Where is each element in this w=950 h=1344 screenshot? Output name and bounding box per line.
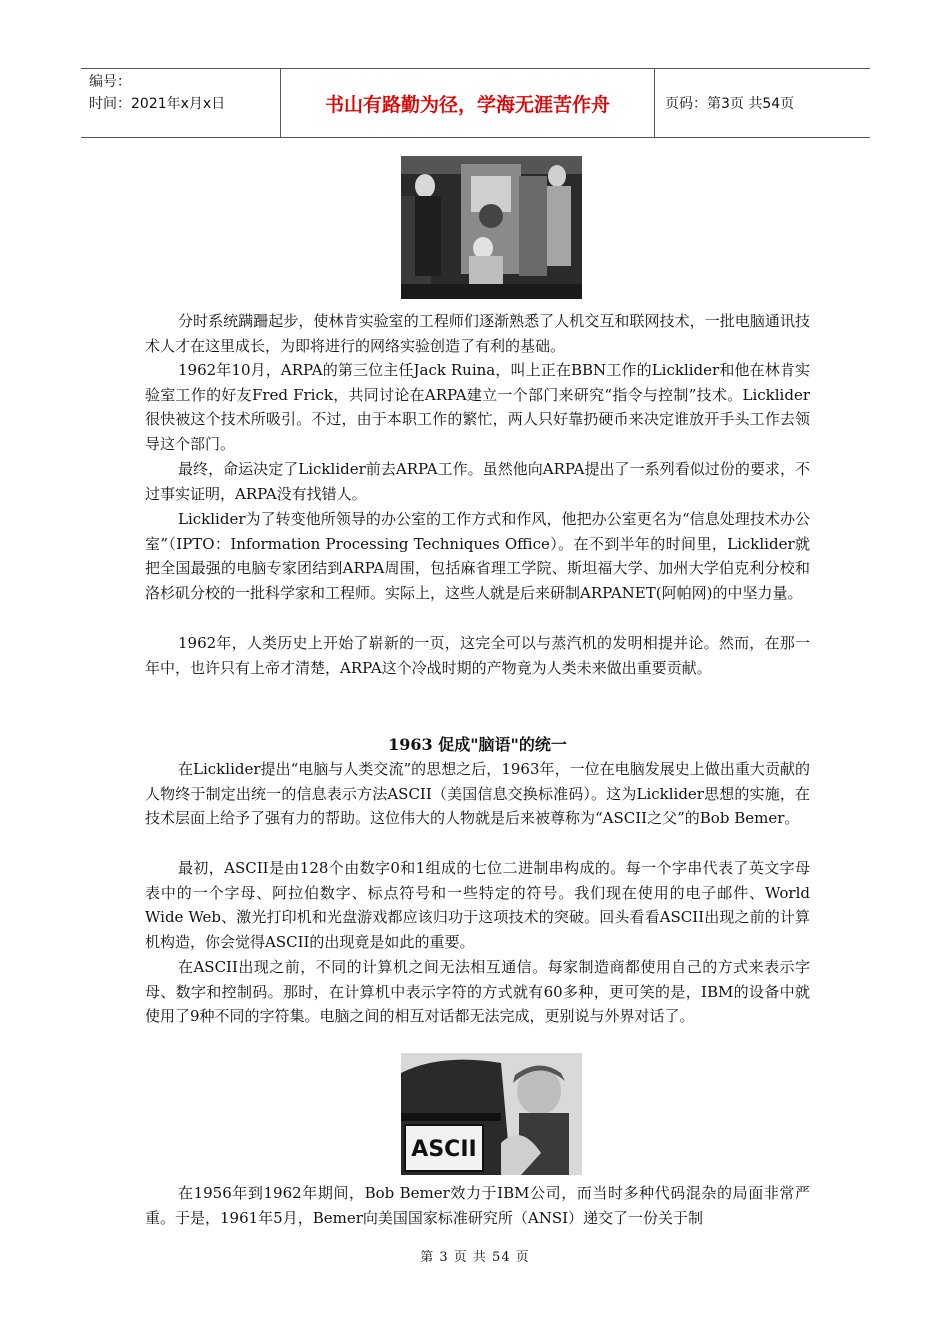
header-table xyxy=(81,68,870,138)
time-label: 时间：2021年x月x日 xyxy=(89,96,226,112)
paragraph-3: 最终，命运决定了Licklider前去ARPA工作。虽然他向ARPA提出了一系列看似过份的要求，不过事实证明，ARPA没有找错人。 xyxy=(145,460,810,503)
plate-text: ASCII xyxy=(411,1137,477,1162)
photo-engineers-console xyxy=(401,156,582,299)
photo-bob-bemer-ascii-plate xyxy=(401,1053,582,1175)
section-heading: 1963 促成"脑语"的统一 xyxy=(388,735,567,754)
paragraph-9: 在1956年到1962年期间，Bob Bemer效力于IBM公司，而当时多种代码混杂的局面非常严重。于是，1961年5月，Bemer向美国国家标准研究所（ANSI）递交了一份关于制 xyxy=(145,1184,810,1227)
header-page-info: 页码：第3页 共54页 xyxy=(665,96,795,112)
paragraph-2: 1962年10月，ARPA的第三位主任Jack Ruina，叫上正在BBN工作的Licklider和他在林肯实验室工作的好友Fred Frick，共同讨论在ARPA建立一个部门来研究“指令与控制”技术。Licklider很快被这个技术所吸引。不过，由于本职工作的繁忙，两人只好靠扔硬币来决定谁放开手头工作去领导这个部门。 xyxy=(145,361,810,453)
paragraph-4: Licklider为了转变他所领导的办公室的工作方式和作风，他把办公室更名为“信息处理技术办公室”（IPTO：Information Processing Techniques Office）。在不到半年的时间里，Licklider就把全国最强的电脑专家团结到ARPA周围，包括麻省理工学院、斯坦福大学、加州大学伯克利分校和洛杉矶分校的一批科学家和工程师。实际上，这些人就是后来研制ARPANET(阿帕网)的中坚力量。 xyxy=(145,510,810,602)
paragraph-6: 在Licklider提出“电脑与人类交流”的思想之后，1963年，一位在电脑发展史上做出重大贡献的人物终于制定出统一的信息表示方法ASCII（美国信息交换标准码）。这为Licklider思想的实施，在技术层面上给予了强有力的帮助。这位伟大的人物就是后来被尊称为“ASCII之父”的Bob Bemer。 xyxy=(145,760,810,828)
header-motto: 书山有路勤为径，学海无涯苦作舟 xyxy=(281,69,655,137)
paragraph-8: 在ASCII出现之前，不同的计算机之间无法相互通信。每家制造商都使用自己的方式来表示字母、数字和控制码。那时，在计算机中表示字符的方式就有60多种，更可笑的是，IBM的设备中就使用了9种不同的字符集。电脑之间的相互对话都无法完成，更别说与外界对话了。 xyxy=(145,958,810,1026)
number-label: 编号： xyxy=(89,74,131,90)
paragraph-1: 分时系统蹒跚起步，使林肯实验室的工程师们逐渐熟悉了人机交互和联网技术，一批电脑通讯技术人才在这里成长，为即将进行的网络实验创造了有利的基础。 xyxy=(145,312,810,355)
paragraph-5: 1962年，人类历史上开始了崭新的一页，这完全可以与蒸汽机的发明相提并论。然而，在那一年中，也许只有上帝才清楚，ARPA这个冷战时期的产物竟为人类未来做出重要贡献。 xyxy=(145,634,810,677)
page-footer: 第 3 页 共 54 页 xyxy=(420,1250,530,1265)
header-meta-cell xyxy=(81,69,281,137)
paragraph-7: 最初，ASCII是由128个由数字0和1组成的七位二进制串构成的。每一个字串代表了英文字母表中的一个字母、阿拉伯数字、标点符号和一些特定的符号。我们现在使用的电子邮件、World Wide Web、激光打印机和光盘游戏都应该归功于这项技术的突破。回头看看ASCII出现之前的计算机构造，你会觉得ASCII的出现竟是如此的重要。 xyxy=(145,859,810,951)
